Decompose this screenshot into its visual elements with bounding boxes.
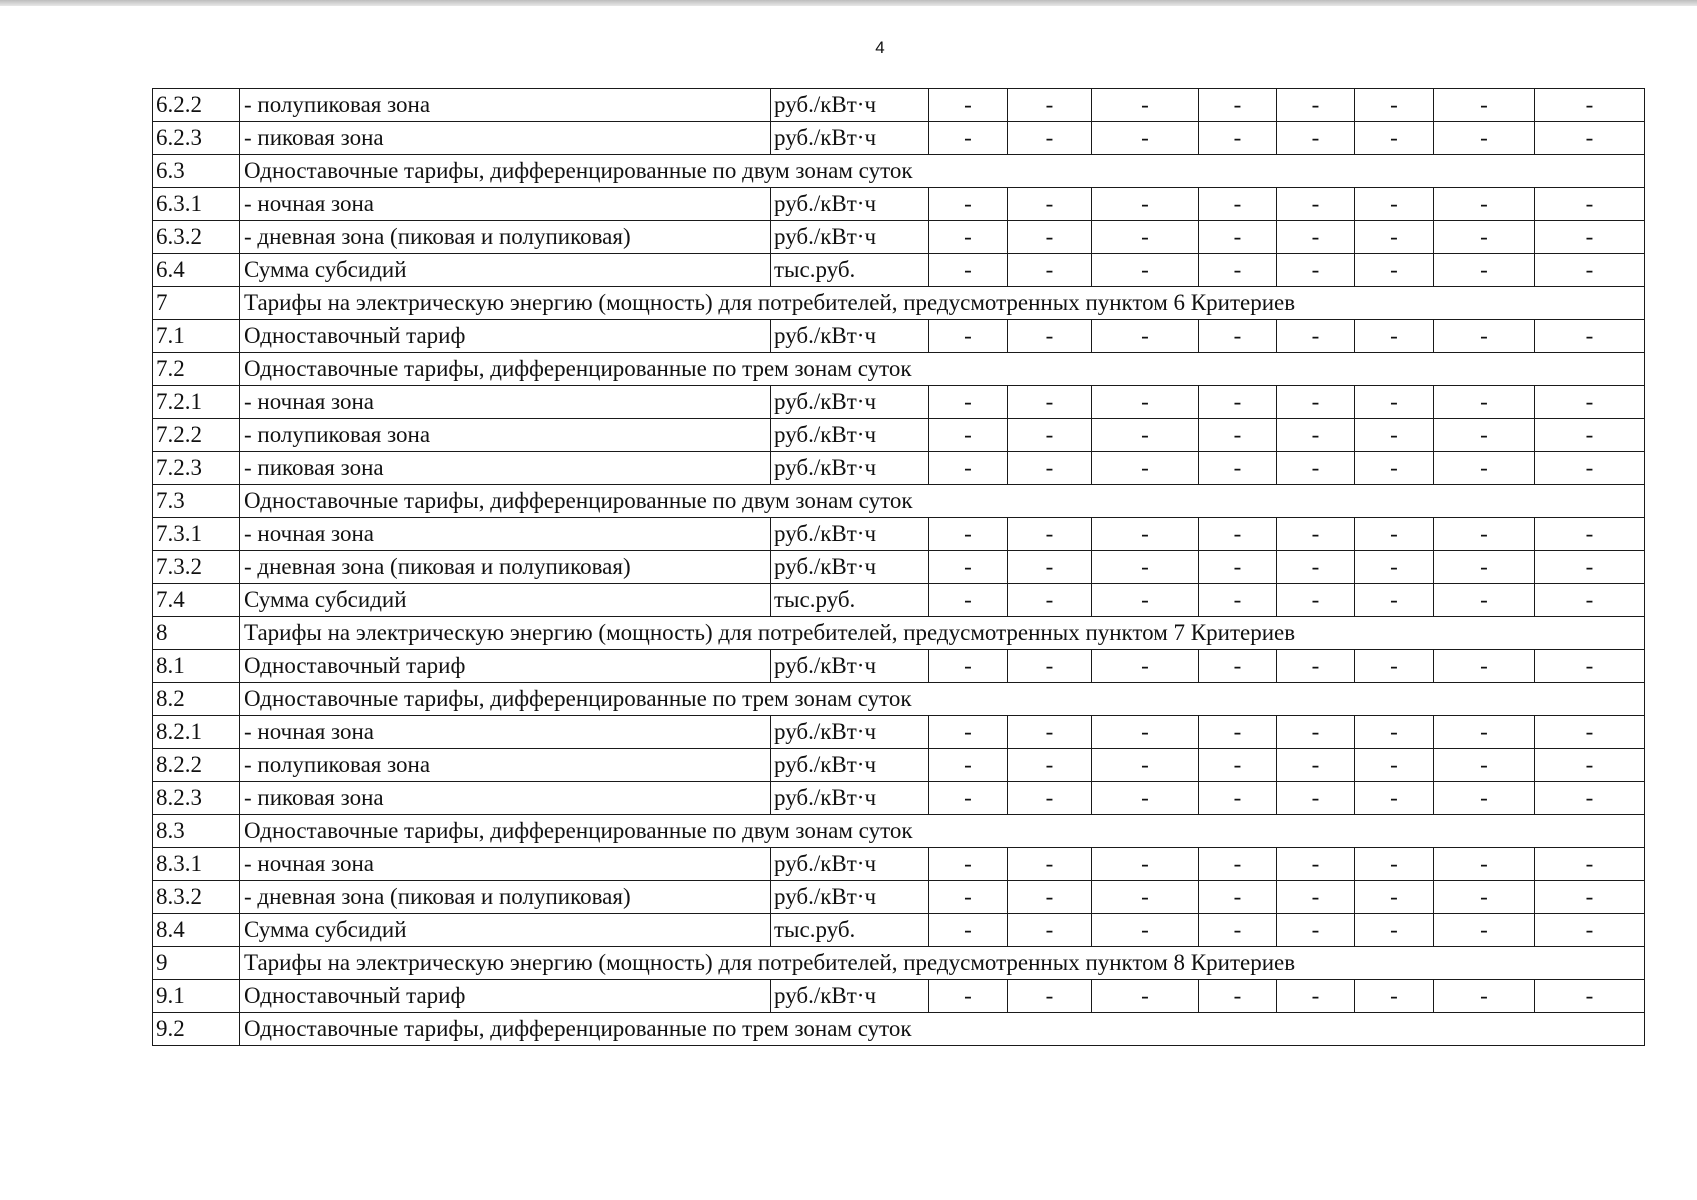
value-cell: -: [1535, 320, 1645, 353]
row-name: Сумма субсидий: [240, 254, 771, 287]
row-code: 7.1: [153, 320, 240, 353]
value-cell: -: [1535, 452, 1645, 485]
value-cell: -: [1008, 881, 1092, 914]
value-cell: -: [1535, 419, 1645, 452]
table-row: [153, 386, 1645, 419]
row-name: Одноставочный тариф: [240, 980, 771, 1013]
row-code: 6.2.3: [153, 122, 240, 155]
value-cell: -: [929, 419, 1008, 452]
value-cell: -: [1092, 914, 1199, 947]
row-code: 8.2: [153, 683, 240, 716]
value-cell: -: [1277, 386, 1355, 419]
row-code: 6.3: [153, 155, 240, 188]
value-cell: -: [1355, 749, 1434, 782]
row-code: 8.2.2: [153, 749, 240, 782]
row-unit: тыс.руб.: [771, 914, 929, 947]
value-cell: -: [929, 518, 1008, 551]
value-cell: -: [1434, 122, 1535, 155]
section-heading: Одноставочные тарифы, дифференцированные по двум зонам суток: [240, 485, 1645, 518]
row-unit: руб./кВт·ч: [771, 320, 929, 353]
row-unit: руб./кВт·ч: [771, 221, 929, 254]
value-cell: -: [1277, 551, 1355, 584]
value-cell: -: [1092, 980, 1199, 1013]
value-cell: -: [1355, 221, 1434, 254]
value-cell: -: [1199, 221, 1277, 254]
row-code: 6.3.1: [153, 188, 240, 221]
value-cell: -: [1355, 320, 1434, 353]
row-unit: руб./кВт·ч: [771, 518, 929, 551]
value-cell: -: [1535, 914, 1645, 947]
value-cell: -: [1092, 716, 1199, 749]
row-code: 8.3: [153, 815, 240, 848]
value-cell: -: [1092, 254, 1199, 287]
table-row: [153, 683, 1645, 716]
value-cell: -: [1535, 980, 1645, 1013]
section-heading: Одноставочные тарифы, дифференцированные по трем зонам суток: [240, 1013, 1645, 1046]
row-code: 8.3.2: [153, 881, 240, 914]
value-cell: -: [1355, 122, 1434, 155]
row-code: 9.2: [153, 1013, 240, 1046]
row-name: - полупиковая зона: [240, 419, 771, 452]
value-cell: -: [1092, 320, 1199, 353]
row-name: - пиковая зона: [240, 782, 771, 815]
value-cell: -: [1008, 89, 1092, 122]
value-cell: -: [929, 749, 1008, 782]
value-cell: -: [929, 782, 1008, 815]
row-code: 7.2.1: [153, 386, 240, 419]
value-cell: -: [1199, 254, 1277, 287]
row-code: 9: [153, 947, 240, 980]
row-name: - пиковая зона: [240, 122, 771, 155]
row-unit: руб./кВт·ч: [771, 419, 929, 452]
value-cell: -: [1434, 848, 1535, 881]
value-cell: -: [1535, 716, 1645, 749]
row-unit: руб./кВт·ч: [771, 881, 929, 914]
row-code: 7.4: [153, 584, 240, 617]
value-cell: -: [1277, 749, 1355, 782]
value-cell: -: [1008, 650, 1092, 683]
value-cell: -: [929, 914, 1008, 947]
row-unit: руб./кВт·ч: [771, 650, 929, 683]
value-cell: -: [1355, 914, 1434, 947]
value-cell: -: [1355, 716, 1434, 749]
value-cell: -: [1434, 716, 1535, 749]
row-code: 8.3.1: [153, 848, 240, 881]
table-row: [153, 155, 1645, 188]
value-cell: -: [1008, 980, 1092, 1013]
row-name: Сумма субсидий: [240, 584, 771, 617]
section-heading: Одноставочные тарифы, дифференцированные по трем зонам суток: [240, 353, 1645, 386]
value-cell: -: [1434, 881, 1535, 914]
row-name: - ночная зона: [240, 188, 771, 221]
value-cell: -: [1434, 650, 1535, 683]
table-row: [153, 749, 1645, 782]
value-cell: -: [1535, 584, 1645, 617]
section-heading: Тарифы на электрическую энергию (мощность) для потребителей, предусмотренных пунктом 8 Критериев: [240, 947, 1645, 980]
value-cell: -: [1092, 518, 1199, 551]
value-cell: -: [1199, 122, 1277, 155]
value-cell: -: [1535, 254, 1645, 287]
row-name: Одноставочный тариф: [240, 650, 771, 683]
value-cell: -: [1434, 89, 1535, 122]
value-cell: -: [1434, 914, 1535, 947]
value-cell: -: [1277, 584, 1355, 617]
row-name: - дневная зона (пиковая и полупиковая): [240, 881, 771, 914]
value-cell: -: [929, 89, 1008, 122]
row-name: - дневная зона (пиковая и полупиковая): [240, 551, 771, 584]
table-row: [153, 188, 1645, 221]
value-cell: -: [1199, 716, 1277, 749]
row-code: 8: [153, 617, 240, 650]
value-cell: -: [1535, 89, 1645, 122]
table-row: [153, 617, 1645, 650]
value-cell: -: [929, 650, 1008, 683]
value-cell: -: [1092, 650, 1199, 683]
row-code: 6.3.2: [153, 221, 240, 254]
value-cell: -: [1199, 419, 1277, 452]
row-unit: руб./кВт·ч: [771, 782, 929, 815]
value-cell: -: [1008, 914, 1092, 947]
value-cell: -: [1277, 716, 1355, 749]
value-cell: -: [1277, 419, 1355, 452]
value-cell: -: [1355, 452, 1434, 485]
value-cell: -: [1092, 881, 1199, 914]
value-cell: -: [1434, 221, 1535, 254]
row-name: - пиковая зона: [240, 452, 771, 485]
value-cell: -: [1277, 89, 1355, 122]
value-cell: -: [1008, 848, 1092, 881]
value-cell: -: [1535, 551, 1645, 584]
value-cell: -: [1008, 518, 1092, 551]
section-heading: Одноставочные тарифы, дифференцированные по двум зонам суток: [240, 155, 1645, 188]
value-cell: -: [1199, 386, 1277, 419]
row-unit: тыс.руб.: [771, 584, 929, 617]
row-code: 6.4: [153, 254, 240, 287]
row-unit: руб./кВт·ч: [771, 716, 929, 749]
value-cell: -: [1008, 386, 1092, 419]
row-unit: руб./кВт·ч: [771, 452, 929, 485]
value-cell: -: [929, 980, 1008, 1013]
value-cell: -: [1092, 848, 1199, 881]
table-row: [153, 914, 1645, 947]
value-cell: -: [1277, 122, 1355, 155]
table-row: [153, 485, 1645, 518]
value-cell: -: [1355, 89, 1434, 122]
row-name: - полупиковая зона: [240, 749, 771, 782]
row-name: Сумма субсидий: [240, 914, 771, 947]
value-cell: -: [1535, 221, 1645, 254]
value-cell: -: [1008, 221, 1092, 254]
value-cell: -: [1355, 980, 1434, 1013]
row-unit: руб./кВт·ч: [771, 551, 929, 584]
value-cell: -: [1008, 749, 1092, 782]
row-code: 7.3.1: [153, 518, 240, 551]
value-cell: -: [1535, 386, 1645, 419]
value-cell: -: [1434, 551, 1535, 584]
value-cell: -: [1355, 188, 1434, 221]
value-cell: -: [1008, 254, 1092, 287]
table-row: [153, 419, 1645, 452]
value-cell: -: [1277, 848, 1355, 881]
value-cell: -: [1199, 881, 1277, 914]
table-row: [153, 221, 1645, 254]
value-cell: -: [1199, 551, 1277, 584]
value-cell: -: [1199, 188, 1277, 221]
value-cell: -: [1355, 782, 1434, 815]
row-unit: тыс.руб.: [771, 254, 929, 287]
value-cell: -: [1008, 452, 1092, 485]
value-cell: -: [929, 221, 1008, 254]
value-cell: -: [1092, 782, 1199, 815]
value-cell: -: [1277, 320, 1355, 353]
value-cell: -: [1434, 188, 1535, 221]
section-heading: Одноставочные тарифы, дифференцированные по трем зонам суток: [240, 683, 1645, 716]
table-row: [153, 551, 1645, 584]
value-cell: -: [1092, 551, 1199, 584]
value-cell: -: [1535, 650, 1645, 683]
value-cell: -: [929, 881, 1008, 914]
value-cell: -: [1092, 386, 1199, 419]
value-cell: -: [1355, 551, 1434, 584]
value-cell: -: [1199, 650, 1277, 683]
row-name: - ночная зона: [240, 848, 771, 881]
table-row: [153, 980, 1645, 1013]
row-name: Одноставочный тариф: [240, 320, 771, 353]
section-heading: Одноставочные тарифы, дифференцированные по двум зонам суток: [240, 815, 1645, 848]
row-code: 8.2.1: [153, 716, 240, 749]
value-cell: -: [1355, 386, 1434, 419]
section-heading: Тарифы на электрическую энергию (мощность) для потребителей, предусмотренных пунктом 6 Критериев: [240, 287, 1645, 320]
value-cell: -: [1092, 89, 1199, 122]
value-cell: -: [1434, 584, 1535, 617]
value-cell: -: [1199, 89, 1277, 122]
table-row: [153, 89, 1645, 122]
row-unit: руб./кВт·ч: [771, 848, 929, 881]
row-name: - ночная зона: [240, 716, 771, 749]
row-name: - ночная зона: [240, 518, 771, 551]
row-code: 8.4: [153, 914, 240, 947]
value-cell: -: [1092, 419, 1199, 452]
value-cell: -: [1355, 848, 1434, 881]
value-cell: -: [1434, 518, 1535, 551]
table-row: [153, 650, 1645, 683]
value-cell: -: [1277, 452, 1355, 485]
value-cell: -: [1199, 452, 1277, 485]
value-cell: -: [1277, 650, 1355, 683]
table-row: [153, 848, 1645, 881]
row-name: - ночная зона: [240, 386, 771, 419]
value-cell: -: [1092, 122, 1199, 155]
value-cell: -: [1199, 320, 1277, 353]
value-cell: -: [1434, 749, 1535, 782]
value-cell: -: [1199, 914, 1277, 947]
value-cell: -: [1434, 320, 1535, 353]
value-cell: -: [929, 584, 1008, 617]
value-cell: -: [929, 188, 1008, 221]
row-name: - полупиковая зона: [240, 89, 771, 122]
table-row: [153, 254, 1645, 287]
value-cell: -: [1355, 584, 1434, 617]
value-cell: -: [1008, 320, 1092, 353]
value-cell: -: [1277, 188, 1355, 221]
row-unit: руб./кВт·ч: [771, 980, 929, 1013]
value-cell: -: [1008, 122, 1092, 155]
value-cell: -: [1008, 551, 1092, 584]
value-cell: -: [1199, 749, 1277, 782]
row-code: 8.2.3: [153, 782, 240, 815]
row-code: 8.1: [153, 650, 240, 683]
value-cell: -: [929, 452, 1008, 485]
value-cell: -: [1434, 419, 1535, 452]
section-heading: Тарифы на электрическую энергию (мощность) для потребителей, предусмотренных пунктом 7 Критериев: [240, 617, 1645, 650]
table-row: [153, 122, 1645, 155]
value-cell: -: [929, 716, 1008, 749]
value-cell: -: [1535, 188, 1645, 221]
value-cell: -: [1277, 914, 1355, 947]
table-body: [153, 89, 1645, 1046]
value-cell: -: [929, 122, 1008, 155]
value-cell: -: [929, 386, 1008, 419]
value-cell: -: [1355, 881, 1434, 914]
row-code: 6.2.2: [153, 89, 240, 122]
table-row: [153, 584, 1645, 617]
table-row: [153, 1013, 1645, 1046]
table-row: [153, 947, 1645, 980]
value-cell: -: [1434, 254, 1535, 287]
table-row: [153, 518, 1645, 551]
value-cell: -: [1535, 848, 1645, 881]
value-cell: -: [1355, 650, 1434, 683]
value-cell: -: [1092, 221, 1199, 254]
table-row: [153, 320, 1645, 353]
value-cell: -: [1355, 254, 1434, 287]
row-code: 7.2.3: [153, 452, 240, 485]
value-cell: -: [929, 320, 1008, 353]
value-cell: -: [1535, 881, 1645, 914]
table-row: [153, 716, 1645, 749]
table-row: [153, 353, 1645, 386]
value-cell: -: [1434, 452, 1535, 485]
value-cell: -: [1434, 782, 1535, 815]
page-number: 4: [875, 38, 885, 57]
value-cell: -: [1008, 419, 1092, 452]
row-code: 7.2.2: [153, 419, 240, 452]
value-cell: -: [1535, 518, 1645, 551]
value-cell: -: [1092, 188, 1199, 221]
value-cell: -: [1199, 518, 1277, 551]
row-unit: руб./кВт·ч: [771, 188, 929, 221]
row-code: 7.3.2: [153, 551, 240, 584]
table-row: [153, 782, 1645, 815]
value-cell: -: [1008, 188, 1092, 221]
value-cell: -: [1535, 749, 1645, 782]
table-row: [153, 815, 1645, 848]
row-code: 7.3: [153, 485, 240, 518]
value-cell: -: [1535, 782, 1645, 815]
row-name: - дневная зона (пиковая и полупиковая): [240, 221, 771, 254]
value-cell: -: [1277, 518, 1355, 551]
row-unit: руб./кВт·ч: [771, 89, 929, 122]
row-unit: руб./кВт·ч: [771, 386, 929, 419]
value-cell: -: [1008, 716, 1092, 749]
row-code: 7: [153, 287, 240, 320]
value-cell: -: [1092, 452, 1199, 485]
row-unit: руб./кВт·ч: [771, 749, 929, 782]
value-cell: -: [1008, 584, 1092, 617]
table-row: [153, 881, 1645, 914]
value-cell: -: [1277, 221, 1355, 254]
table-row: [153, 452, 1645, 485]
value-cell: -: [1277, 980, 1355, 1013]
value-cell: -: [1535, 122, 1645, 155]
value-cell: -: [1008, 782, 1092, 815]
row-code: 9.1: [153, 980, 240, 1013]
value-cell: -: [929, 254, 1008, 287]
scan-edge: [0, 0, 1697, 6]
value-cell: -: [1355, 518, 1434, 551]
value-cell: -: [1092, 584, 1199, 617]
value-cell: -: [929, 551, 1008, 584]
value-cell: -: [1199, 584, 1277, 617]
value-cell: -: [1199, 848, 1277, 881]
value-cell: -: [1434, 980, 1535, 1013]
value-cell: -: [1277, 254, 1355, 287]
table-row: [153, 287, 1645, 320]
value-cell: -: [1092, 749, 1199, 782]
row-unit: руб./кВт·ч: [771, 122, 929, 155]
value-cell: -: [1277, 782, 1355, 815]
value-cell: -: [1277, 881, 1355, 914]
value-cell: -: [1199, 782, 1277, 815]
value-cell: -: [1434, 386, 1535, 419]
value-cell: -: [1199, 980, 1277, 1013]
row-code: 7.2: [153, 353, 240, 386]
value-cell: -: [929, 848, 1008, 881]
tariff-table: [152, 88, 1645, 1046]
value-cell: -: [1355, 419, 1434, 452]
